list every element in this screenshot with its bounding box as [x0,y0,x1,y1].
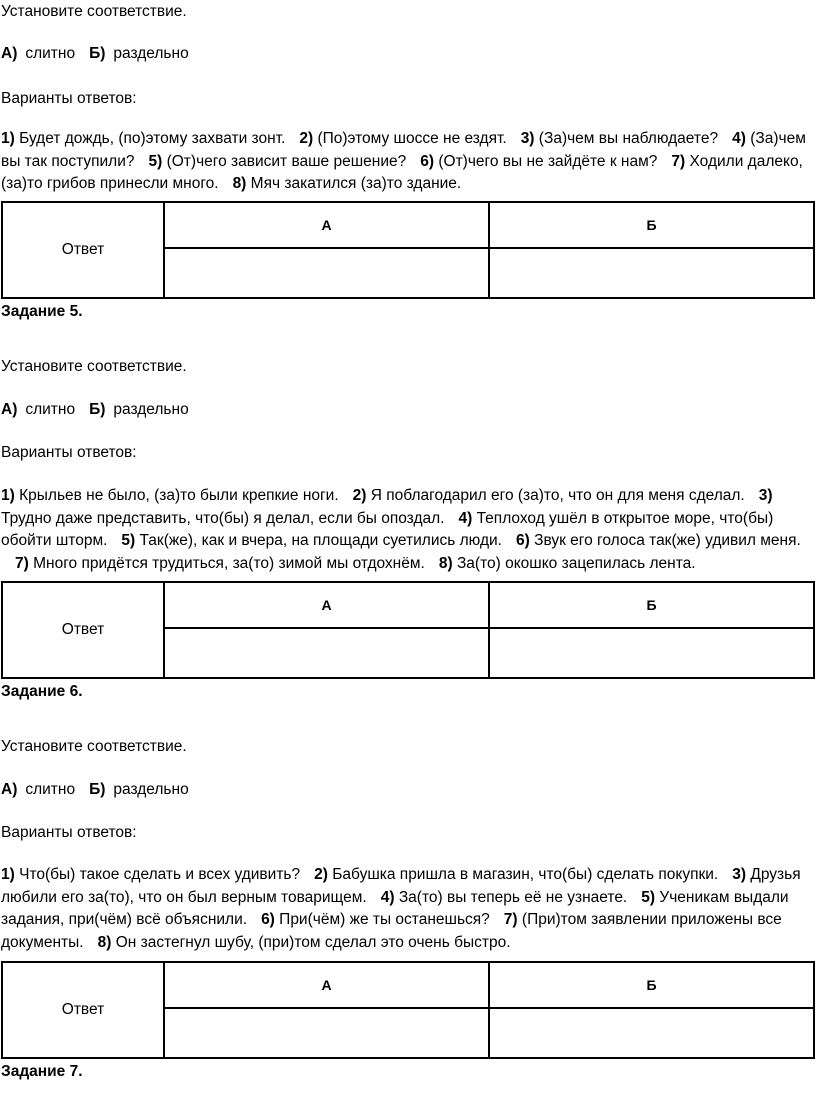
variants-label: Варианты ответов: [1,824,137,841]
item-number: 8) [438,555,453,573]
answer-row-label: Ответ [2,962,164,1058]
instruction: Установите соответствие. [1,738,187,755]
answer-cell-b[interactable] [489,248,814,298]
option-a: слитно [25,781,76,798]
option-a-key: А) [1,401,18,418]
item-number: 3) [732,866,747,883]
variants-label: Варианты ответов: [1,444,137,461]
item-number: 4) [380,888,395,906]
variants-list [1,485,813,576]
option-b: раздельно [113,781,189,798]
item-number: 3) [758,487,773,504]
item-text: Теплоход ушёл в открытое море, что(бы) обойти шторм. [1,509,774,550]
item-number: 2) [314,866,328,883]
answer-row-label: Ответ [2,202,164,298]
item-text: Ходили далеко, (за)то грибов принесли много. [1,152,803,193]
item-text: Он застегнул шубу, (при)том сделал это очень быстро. [115,934,511,952]
column-a-header: А [164,582,489,628]
item-number: 6) [420,152,435,170]
item-number: 6) [515,532,530,550]
answer-cell-a[interactable] [164,248,489,298]
variants-label: Варианты ответов: [1,90,137,107]
task-heading: Задание 6. [1,683,83,700]
item-number: 5) [148,152,163,170]
item-text: (От)чего зависит ваше решение? [166,152,407,170]
item-number: 2) [352,487,367,504]
item-text: Что(бы) такое сделать и всех удивить? [19,866,301,883]
item-number: 5) [641,888,656,906]
variants-list [1,864,813,955]
item-text: (При)том заявлении приложены все документы. [1,911,782,952]
option-b-key: Б) [89,781,106,798]
item-text: За(то) окошко зацепилась лента. [456,555,696,573]
option-a: слитно [25,45,76,62]
item-number: 1) [1,866,15,883]
options-line [1,780,189,800]
item-number: 6) [261,911,275,929]
item-text: Мяч закатился (за)то здание. [250,175,462,193]
item-text: Так(же), как и вчера, на площади суетились люди. [139,532,502,550]
answer-cell-b[interactable] [489,628,814,678]
item-text: Ученикам выдали задания, при(чём) всё объяснили. [1,888,789,929]
option-a-key: А) [1,781,18,798]
answer-row-label: Ответ [2,582,164,678]
column-b-header: Б [489,962,814,1008]
item-number: 4) [732,130,746,147]
option-b: раздельно [113,401,189,418]
column-b-header: Б [489,202,814,248]
instruction: Установите соответствие. [1,3,187,20]
option-b-key: Б) [89,401,106,418]
item-number: 1) [1,130,15,147]
answer-cell-a[interactable] [164,628,489,678]
answer-table [1,201,815,299]
item-text: Бабушка пришла в магазин, что(бы) сделать покупки. [332,866,719,883]
item-text: Я поблагодарил его (за)то, что он для меня сделал. [370,487,745,504]
answer-cell-b[interactable] [489,1008,814,1058]
item-text: За(то) вы теперь её не узнаете. [398,888,628,906]
task-heading: Задание 7. [1,1063,83,1080]
option-b: раздельно [113,45,189,62]
item-number: 5) [121,532,136,550]
option-a: слитно [25,401,76,418]
column-b-header: Б [489,582,814,628]
instruction: Установите соответствие. [1,358,187,375]
item-text: Много придётся трудиться, за(то) зимой мы отдохнём. [33,555,425,573]
item-text: (За)чем вы так поступили? [1,130,806,170]
item-text: При(чём) же ты останешься? [279,911,490,929]
item-number: 4) [458,509,473,527]
options-line [1,44,189,64]
column-a-header: А [164,202,489,248]
option-a-key: А) [1,45,18,62]
item-text: (За)чем вы наблюдаете? [538,130,719,147]
item-number: 7) [503,911,518,929]
item-number: 2) [299,130,314,147]
item-number: 7) [15,555,29,573]
item-number: 8) [97,934,112,952]
item-text: Будет дождь, (по)этому захвати зонт. [19,130,286,147]
answer-cell-a[interactable] [164,1008,489,1058]
item-text: Звук его голоса так(же) удивил меня. [534,532,801,550]
item-text: Крыльев не было, (за)то были крепкие ноги. [19,487,339,504]
item-number: 1) [1,487,15,504]
option-b-key: Б) [89,45,106,62]
item-text: Трудно даже представить, что(бы) я делал, если бы опоздал. [1,509,445,527]
item-number: 8) [232,175,247,193]
options-line [1,400,189,420]
item-text: (От)чего вы не зайдёте к нам? [438,152,658,170]
item-number: 7) [671,152,686,170]
answer-table [1,581,815,679]
item-number: 3) [520,130,535,147]
task-heading: Задание 5. [1,303,83,320]
column-a-header: А [164,962,489,1008]
answer-table [1,961,815,1059]
variants-list [1,128,813,196]
item-text: (По)этому шоссе не ездят. [317,130,507,147]
item-text: Друзья любили его за(то), что он был верным товарищем. [1,866,801,906]
